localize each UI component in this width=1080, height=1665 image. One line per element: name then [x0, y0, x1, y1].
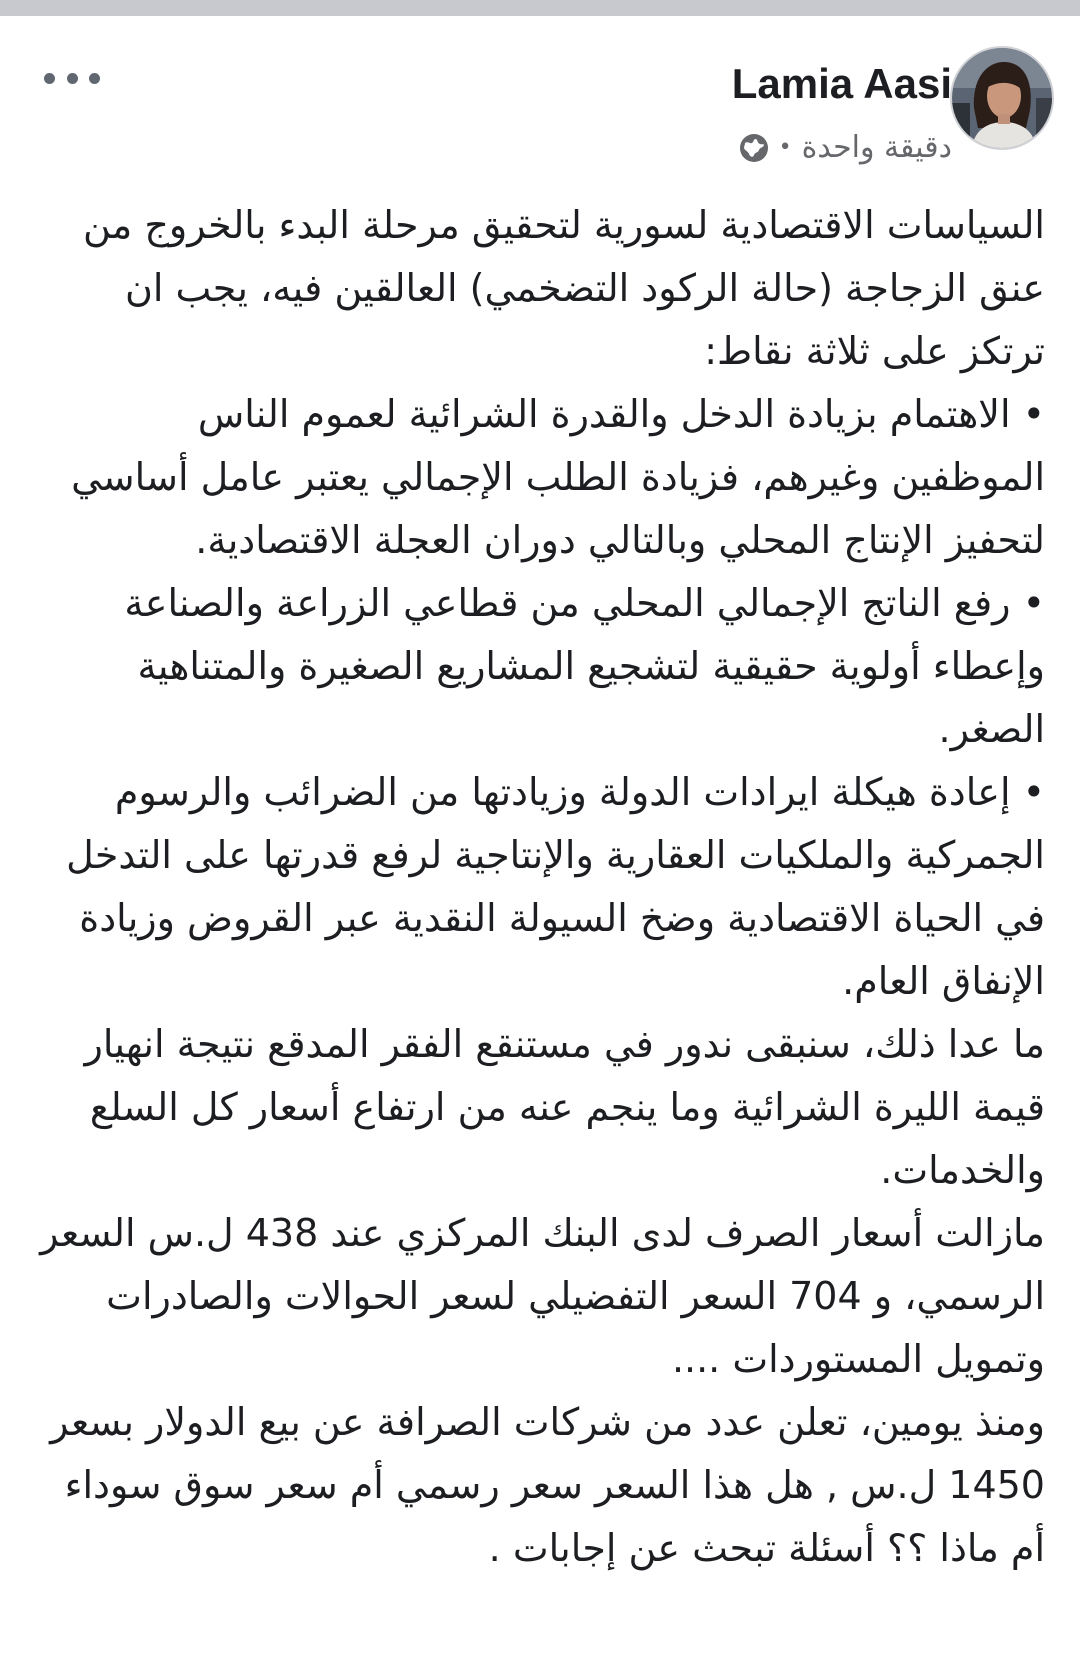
- post-paragraph: مازالت أسعار الصرف لدى البنك المركزي عند 438 ل.س السعر الرسمي، و 704 السعر التفضيلي لسعر الحوالات والصادرات وتمويل المستوردات ....: [40, 1211, 1045, 1381]
- post-text: [40, 194, 1045, 1580]
- post-timestamp[interactable]: دقيقة واحدة: [801, 130, 952, 165]
- post-paragraph: • إعادة هيكلة ايرادات الدولة وزيادتها من الضرائب والرسوم الجمركية والملكيات العقارية والإنتاجية لرفع قدرتها على التدخل في الحياة الاقتصادية وضخ السيولة النقدية عبر القروض وزيادة الإنفاق العام.: [66, 770, 1045, 1003]
- status-strip: [0, 0, 1080, 16]
- more-options-icon-dot: [67, 73, 78, 84]
- author-name[interactable]: Lamia Aasi: [731, 60, 952, 107]
- post-paragraph: • الاهتمام بزيادة الدخل والقدرة الشرائية لعموم الناس الموظفين وغيرهم، فزيادة الطلب الإجمالي يعتبر عامل أساسي لتحفيز الإنتاج المحلي وبالتالي دوران العجلة الاقتصادية.: [71, 392, 1045, 562]
- post-paragraph: ما عدا ذلك، سنبقى ندور في مستنقع الفقر المدقع نتيجة انهيار قيمة الليرة الشرائية وما ينجم عنه من ارتفاع أسعار كل السلع والخدمات.: [84, 1022, 1045, 1192]
- post-paragraph: ومنذ يومين، تعلن عدد من شركات الصرافة عن بيع الدولار بسعر 1450 ل.س , هل هذا السعر سعر رسمي أم سعر سوق سوداء أم ماذا ؟؟ أسئلة تبحث عن إجابات .: [50, 1400, 1045, 1570]
- post-paragraph: • رفع الناتج الإجمالي المحلي من قطاعي الزراعة والصناعة وإعطاء أولوية حقيقية لتشجيع المشاريع الصغيرة والمتناهية الصغر.: [124, 581, 1045, 751]
- post-meta: [739, 130, 952, 165]
- more-options-icon: [44, 73, 55, 84]
- more-options-button[interactable]: [44, 64, 100, 92]
- facebook-post: [0, 16, 1080, 1665]
- globe-icon[interactable]: [739, 133, 769, 163]
- meta-separator: •: [778, 135, 792, 160]
- author-avatar[interactable]: [950, 46, 1054, 150]
- post-paragraph: السياسات الاقتصادية لسورية لتحقيق مرحلة البدء بالخروج من عنق الزجاجة (حالة الركود التضخمي) العالقين فيه، يجب ان ترتكز على ثلاثة نقاط:: [82, 203, 1045, 373]
- more-options-icon-dot: [89, 73, 100, 84]
- avatar-photo: [952, 48, 1052, 148]
